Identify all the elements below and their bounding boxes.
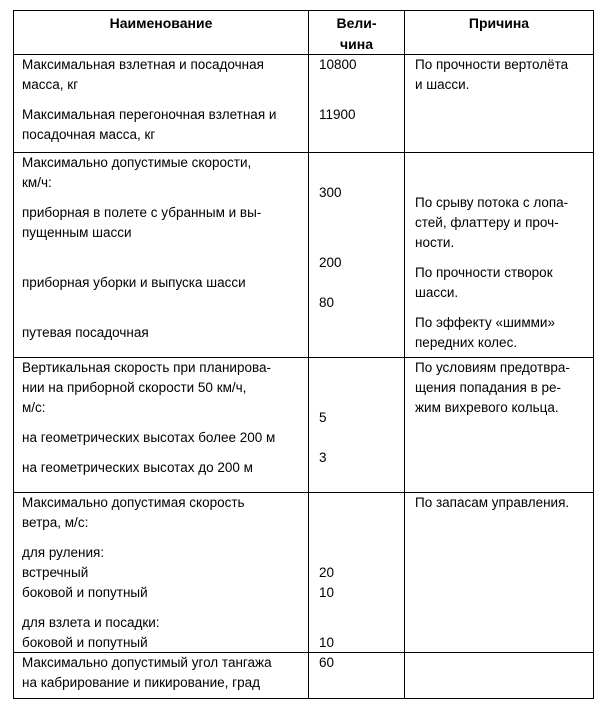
spacer [319, 95, 404, 105]
spacer [319, 378, 404, 388]
spacer [319, 203, 404, 213]
header-cell-reason [405, 11, 593, 54]
spacer [319, 273, 404, 283]
spacer [319, 223, 404, 233]
cell-line: приборная в полете с убранным и вы- [22, 205, 262, 220]
table-row [14, 55, 593, 153]
spacer [319, 283, 404, 293]
cell-line: 60 [319, 655, 335, 670]
value-cell [309, 55, 405, 152]
value-cell [309, 493, 405, 652]
spacer [319, 163, 404, 173]
cell-line: По условиям предотвра- [415, 360, 570, 375]
header-label-value-line1: Вели- [336, 15, 377, 31]
spacer [319, 173, 404, 183]
name-cell [14, 358, 309, 492]
name-cell [14, 55, 309, 152]
cell-line: стей, флаттеру и проч- [415, 215, 559, 230]
spacer [319, 438, 404, 448]
spacer [22, 263, 308, 273]
reason-cell [405, 653, 593, 698]
spacer [319, 533, 404, 543]
cell-line: для взлета и посадки: [22, 615, 160, 630]
cell-line: 80 [319, 295, 335, 310]
value-cell [309, 358, 405, 492]
cell-line: на геометрических высотах до 200 м [22, 460, 253, 475]
spacer [22, 533, 308, 543]
header-label-name: Наименование [109, 15, 213, 31]
cell-line: для руления: [22, 545, 105, 560]
cell-line: По прочности вертолёта [415, 57, 569, 72]
table-row [14, 653, 593, 698]
name-cell [14, 493, 309, 652]
spacer [319, 398, 404, 408]
cell-line: путевая посадочная [22, 325, 149, 340]
cell-line: посадочная масса, кг [22, 127, 156, 142]
spacer [319, 75, 404, 85]
header-label-value-line2: чина [340, 36, 373, 52]
cell-line: на геометрических высотах более 200 м [22, 430, 276, 445]
limitations-table [13, 10, 594, 699]
spacer [22, 418, 308, 428]
table-row [14, 493, 593, 653]
header-cell-name [14, 11, 309, 54]
spacer [319, 613, 404, 623]
cell-line: Максимальная перегоночная взлетная и [22, 107, 277, 122]
header-cell-value [309, 11, 405, 54]
spacer [22, 313, 308, 323]
table-header-row [14, 11, 593, 55]
cell-line: По прочности створок [415, 265, 553, 280]
spacer [319, 513, 404, 523]
cell-line: 200 [319, 255, 342, 270]
spacer [319, 623, 404, 633]
spacer [415, 183, 593, 193]
spacer [22, 603, 308, 613]
cell-line: боковой и попутный [22, 585, 148, 600]
cell-line: По эффекту «шимми» [415, 315, 555, 330]
cell-line: и шасси. [415, 77, 470, 92]
spacer [319, 523, 404, 533]
spacer [22, 293, 308, 303]
spacer [22, 95, 308, 105]
spacer [319, 368, 404, 378]
cell-line: ветра, м/с: [22, 515, 89, 530]
cell-line: 10 [319, 585, 335, 600]
spacer [415, 173, 593, 183]
reason-cell [405, 493, 593, 652]
spacer [415, 303, 593, 313]
cell-line: щения попадания в ре- [415, 380, 562, 395]
table-row [14, 153, 593, 358]
cell-line: По запасам управления. [415, 495, 570, 510]
cell-line: 3 [319, 450, 327, 465]
spacer [415, 153, 593, 163]
reason-cell [405, 55, 593, 152]
reason-cell [405, 358, 593, 492]
cell-line: 5 [319, 410, 327, 425]
cell-line: встречный [22, 565, 89, 580]
cell-line: км/ч: [22, 175, 52, 190]
spacer [415, 253, 593, 263]
spacer [319, 85, 404, 95]
spacer [22, 253, 308, 263]
cell-line: м/с: [22, 400, 46, 415]
table-body [14, 55, 593, 698]
name-cell [14, 653, 309, 698]
cell-line: нии на приборной скорости 50 км/ч, [22, 380, 247, 395]
cell-line: 300 [319, 185, 342, 200]
cell-line: шасси. [415, 285, 459, 300]
cell-line: жим вихревого кольца. [415, 400, 559, 415]
cell-line: боковой и попутный [22, 635, 148, 650]
spacer [319, 493, 404, 503]
spacer [319, 503, 404, 513]
cell-line: Максимально допустимый угол тангажа [22, 655, 272, 670]
spacer [22, 303, 308, 313]
spacer [319, 213, 404, 223]
cell-line: передних колес. [415, 335, 518, 350]
spacer [319, 358, 404, 368]
cell-line: 10800 [319, 57, 357, 72]
spacer [22, 193, 308, 203]
value-cell [309, 653, 405, 698]
cell-line: Максимально допустимая скорость [22, 495, 245, 510]
cell-line: По срыву потока с лопа- [415, 195, 569, 210]
spacer [319, 243, 404, 253]
cell-line: пущенным шасси [22, 225, 132, 240]
cell-line: на кабрирование и пикирование, град [22, 675, 260, 690]
name-cell [14, 153, 309, 357]
spacer [319, 153, 404, 163]
spacer [22, 243, 308, 253]
spacer [22, 448, 308, 458]
table-row [14, 358, 593, 493]
cell-line: 20 [319, 565, 335, 580]
spacer [319, 428, 404, 438]
cell-line: Вертикальная скорость при планирова- [22, 360, 271, 375]
header-label-reason: Причина [468, 15, 530, 31]
spacer [319, 553, 404, 563]
spacer [415, 163, 593, 173]
cell-line: Максимальная взлетная и посадочная [22, 57, 264, 72]
spacer [319, 388, 404, 398]
spacer [319, 603, 404, 613]
value-cell [309, 153, 405, 357]
cell-line: Максимально допустимые скорости, [22, 155, 252, 170]
spacer [319, 543, 404, 553]
cell-line: ности. [415, 235, 455, 250]
reason-cell [405, 153, 593, 357]
cell-line: 11900 [319, 107, 356, 122]
cell-line: 10 [319, 635, 335, 650]
cell-line: приборная уборки и выпуска шасси [22, 275, 246, 290]
spacer [319, 233, 404, 243]
cell-line: масса, кг [22, 77, 79, 92]
